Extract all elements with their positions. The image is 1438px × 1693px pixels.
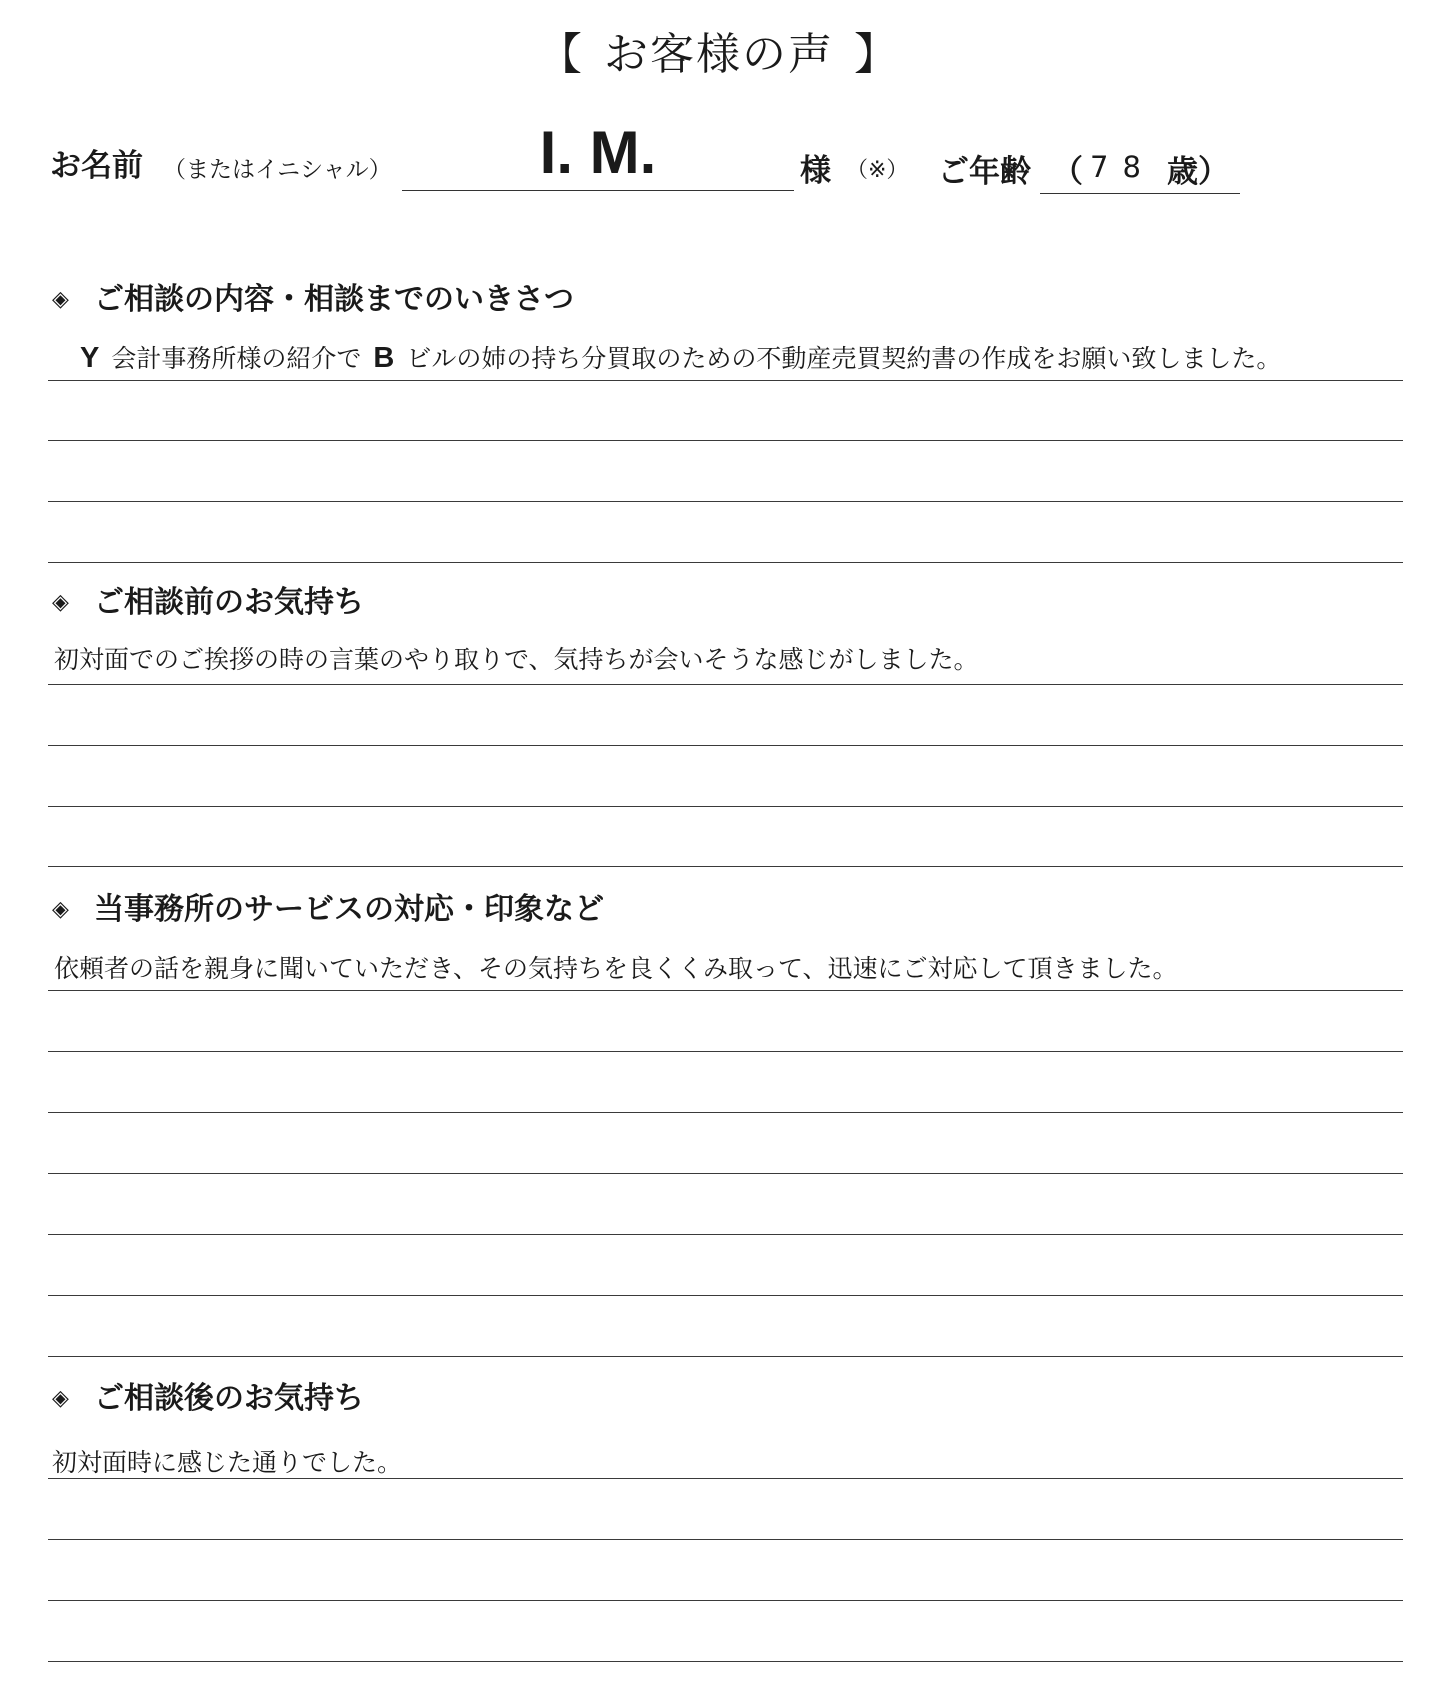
note-mark: （※） bbox=[846, 158, 909, 183]
age-open-paren: （ bbox=[1052, 154, 1083, 190]
writing-line bbox=[48, 380, 1403, 381]
writing-line bbox=[48, 1051, 1403, 1052]
title-text: お客様の声 bbox=[604, 29, 834, 80]
section-body-service: 依頼者の話を親身に聞いていただき、その気持ちを良くくみ取って、迅速にご対応して頂きました。 bbox=[54, 954, 1178, 983]
redacted-initial-y: Y bbox=[80, 342, 100, 374]
writing-line bbox=[48, 990, 1403, 991]
section-body-after: 初対面時に感じた通りでした。 bbox=[52, 1448, 403, 1477]
writing-line bbox=[48, 440, 1403, 441]
body-text-part: ビルの姉の持ち分買取のための不動産売買契約書の作成をお願い致しました。 bbox=[406, 344, 1282, 373]
writing-line bbox=[48, 562, 1403, 563]
section-body-before: 初対面でのご挨拶の時の言葉のやり取りで、気持ちが会いそうな感じがしました。 bbox=[54, 645, 979, 674]
section-heading-text: ご相談後のお気持ち bbox=[94, 1381, 364, 1416]
writing-line bbox=[48, 1539, 1403, 1540]
writing-line bbox=[48, 1112, 1403, 1113]
writing-line bbox=[48, 501, 1403, 502]
section-heading-text: ご相談の内容・相談までのいきさつ bbox=[94, 282, 574, 317]
honorific-label: 様 bbox=[800, 153, 831, 189]
name-field-underline bbox=[402, 190, 794, 191]
title-bracket-close: 】 bbox=[854, 29, 900, 80]
writing-line bbox=[48, 866, 1403, 867]
name-label: お名前 bbox=[50, 148, 143, 184]
writing-line bbox=[48, 745, 1403, 746]
age-field-value: 78 bbox=[1090, 150, 1155, 184]
diamond-bullet-icon: ◈ bbox=[52, 590, 69, 615]
title-bracket-open: 【 bbox=[538, 29, 584, 80]
name-field-value: I. M. bbox=[539, 119, 657, 186]
writing-line bbox=[48, 1173, 1403, 1174]
writing-line bbox=[48, 1295, 1403, 1296]
diamond-bullet-icon: ◈ bbox=[52, 897, 69, 922]
body-text-part: 会計事務所様の紹介で bbox=[111, 344, 362, 373]
section-heading-before bbox=[52, 577, 364, 621]
section-heading-text: 当事務所のサービスの対応・印象など bbox=[94, 892, 604, 927]
writing-line bbox=[48, 1600, 1403, 1601]
diamond-bullet-icon: ◈ bbox=[52, 287, 69, 312]
section-heading-after bbox=[52, 1373, 364, 1417]
age-unit-label: 歳） bbox=[1167, 154, 1229, 190]
section-heading-text: ご相談前のお気持ち bbox=[94, 585, 364, 620]
diamond-bullet-icon: ◈ bbox=[52, 1386, 69, 1411]
redacted-initial-b: B bbox=[373, 342, 395, 374]
writing-line bbox=[48, 1356, 1403, 1357]
writing-line bbox=[48, 806, 1403, 807]
section-body-consultation bbox=[68, 339, 1281, 375]
age-field-underline bbox=[1040, 193, 1240, 194]
section-heading-consultation bbox=[52, 274, 574, 318]
section-heading-service bbox=[52, 884, 604, 928]
writing-line bbox=[48, 1478, 1403, 1479]
writing-line bbox=[48, 684, 1403, 685]
age-label: ご年齢 bbox=[938, 154, 1031, 190]
writing-line bbox=[48, 1234, 1403, 1235]
page-title bbox=[0, 18, 1438, 82]
writing-line bbox=[48, 1661, 1403, 1662]
name-sublabel: （またはイニシャル） bbox=[163, 157, 392, 183]
